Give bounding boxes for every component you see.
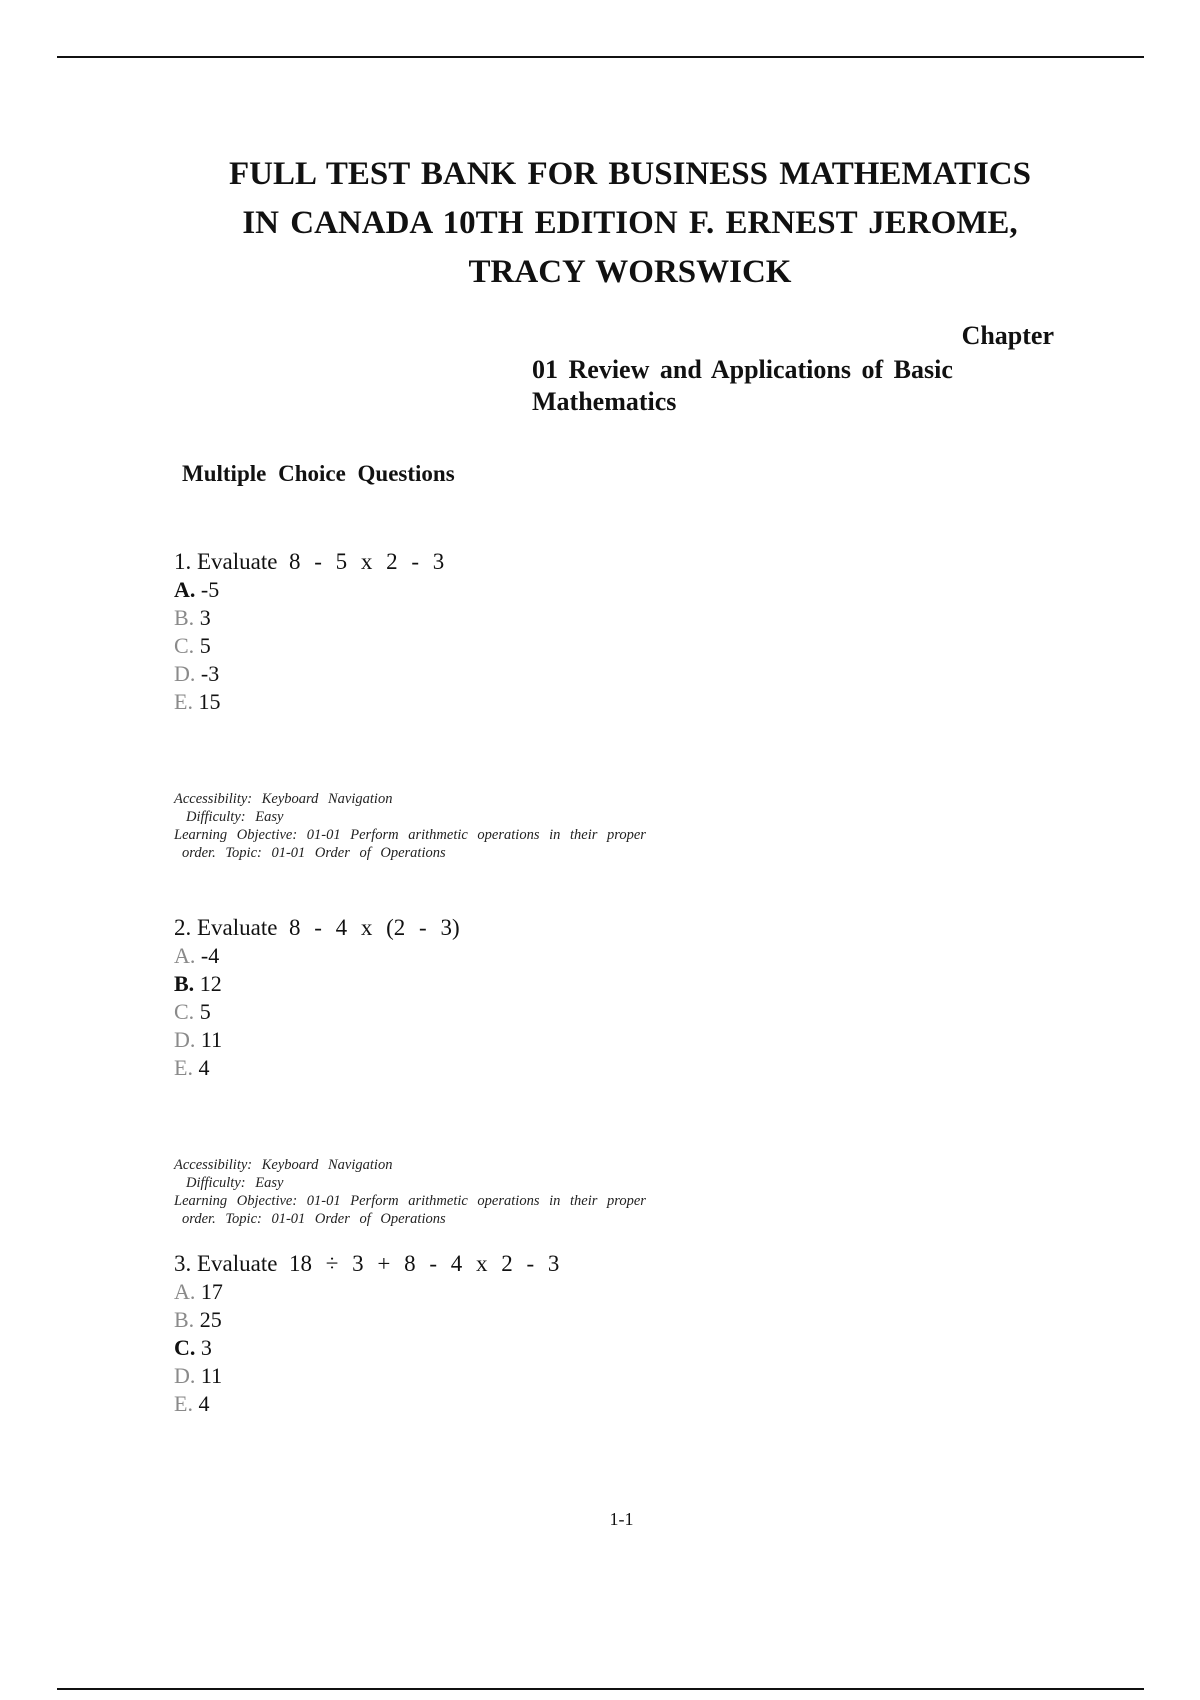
- option-text: -4: [200, 943, 220, 968]
- question-2: [174, 914, 460, 1082]
- option-letter: E.: [174, 1391, 193, 1416]
- option-a[interactable]: [174, 576, 444, 604]
- option-c[interactable]: [174, 998, 460, 1026]
- option-letter: B.: [174, 1307, 195, 1332]
- option-text: 5: [199, 999, 211, 1024]
- meta-line: Accessibility: Keyboard Navigation: [174, 791, 393, 807]
- option-d[interactable]: [174, 1026, 460, 1054]
- option-letter: B.: [174, 605, 195, 630]
- option-a[interactable]: [174, 1278, 559, 1306]
- top-rule: [57, 56, 1144, 58]
- question-number: 3.: [174, 1251, 192, 1276]
- page-number: 1-1: [609, 1509, 634, 1529]
- option-letter: D.: [174, 1027, 196, 1052]
- option-text: 11: [200, 1363, 223, 1388]
- section-heading: Multiple Choice Questions: [182, 461, 455, 486]
- title-line: TRACY WORSWICK: [468, 254, 792, 290]
- option-letter: C.: [174, 999, 195, 1024]
- bottom-rule: [57, 1688, 1144, 1690]
- option-a[interactable]: [174, 942, 460, 970]
- option-b[interactable]: [174, 970, 460, 998]
- option-text: -3: [200, 661, 220, 686]
- option-text: 3: [199, 605, 211, 630]
- option-text: 4: [198, 1055, 210, 1080]
- chapter-title: [532, 354, 1012, 418]
- document-title: [190, 150, 1070, 297]
- meta-line: order. Topic: 01-01 Order of Operations: [182, 845, 446, 861]
- option-text: 17: [200, 1279, 223, 1304]
- option-text: 12: [199, 971, 222, 996]
- question-prompt: Evaluate: [197, 549, 278, 574]
- question-expression: 18 ÷ 3 + 8 - 4 x 2 - 3: [288, 1251, 560, 1276]
- question-expression: 8 - 4 x (2 - 3): [288, 915, 460, 940]
- option-text: 15: [198, 689, 221, 714]
- answer-options: [174, 942, 460, 1082]
- option-text: 5: [199, 633, 211, 658]
- option-c[interactable]: [174, 1334, 559, 1362]
- option-letter: A.: [174, 1279, 196, 1304]
- question-3: [174, 1250, 559, 1418]
- question-1-metadata: [174, 790, 646, 862]
- meta-line: Difficulty: Easy: [186, 809, 284, 825]
- question-stem: [174, 1250, 559, 1278]
- option-b[interactable]: [174, 604, 444, 632]
- title-line: FULL TEST BANK FOR BUSINESS MATHEMATICS: [228, 156, 1031, 192]
- option-text: 3: [200, 1335, 212, 1360]
- option-letter: D.: [174, 1363, 196, 1388]
- option-text: 4: [198, 1391, 210, 1416]
- answer-options: [174, 576, 444, 716]
- option-d[interactable]: [174, 1362, 559, 1390]
- meta-line: order. Topic: 01-01 Order of Operations: [182, 1211, 446, 1227]
- meta-line: Learning Objective: 01-01 Perform arithmetic operations in their proper: [174, 1193, 646, 1209]
- title-line: IN CANADA 10TH EDITION F. ERNEST JEROME,: [242, 205, 1018, 241]
- option-text: 11: [200, 1027, 223, 1052]
- option-text: 25: [199, 1307, 222, 1332]
- option-text: -5: [200, 577, 220, 602]
- question-stem: [174, 914, 460, 942]
- option-letter: A.: [174, 577, 196, 602]
- meta-line: Difficulty: Easy: [186, 1175, 284, 1191]
- option-e[interactable]: [174, 1390, 559, 1418]
- meta-line: Learning Objective: 01-01 Perform arithmetic operations in their proper: [174, 827, 646, 843]
- option-letter: D.: [174, 661, 196, 686]
- question-prompt: Evaluate: [197, 915, 278, 940]
- option-e[interactable]: [174, 688, 444, 716]
- answer-options: [174, 1278, 559, 1418]
- option-letter: E.: [174, 689, 193, 714]
- question-expression: 8 - 5 x 2 - 3: [288, 549, 445, 574]
- option-letter: E.: [174, 1055, 193, 1080]
- option-c[interactable]: [174, 632, 444, 660]
- chapter-title-line: Mathematics: [532, 387, 677, 416]
- option-d[interactable]: [174, 660, 444, 688]
- option-b[interactable]: [174, 1306, 559, 1334]
- option-e[interactable]: [174, 1054, 460, 1082]
- question-prompt: Evaluate: [197, 1251, 278, 1276]
- option-letter: B.: [174, 971, 195, 996]
- question-stem: [174, 548, 444, 576]
- option-letter: A.: [174, 943, 196, 968]
- option-letter: C.: [174, 633, 195, 658]
- chapter-label: Chapter: [961, 321, 1054, 350]
- question-2-metadata: [174, 1156, 646, 1228]
- option-letter: C.: [174, 1335, 196, 1360]
- meta-line: Accessibility: Keyboard Navigation: [174, 1157, 393, 1173]
- question-number: 2.: [174, 915, 192, 940]
- chapter-title-line: 01 Review and Applications of Basic: [532, 355, 953, 384]
- question-1: [174, 548, 444, 716]
- question-number: 1.: [174, 549, 192, 574]
